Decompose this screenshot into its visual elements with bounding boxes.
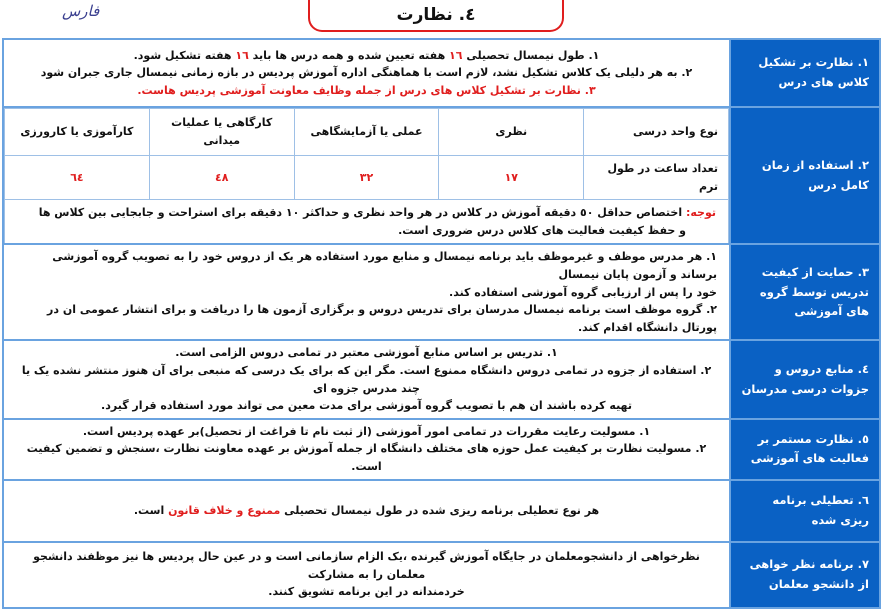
row-heading: ٢. استفاده از زمان کامل درس — [730, 107, 880, 244]
unit-type: نظری — [439, 109, 584, 156]
note-text: اختصاص حداقل ٥٠ دقیقه آموزش در کلاس در هر واحد نظری و حداکثر ١٠ دقیقه برای استراحت و جابجایی بین کلاس ها — [38, 206, 686, 220]
row-heading: ٧. برنامه نظر خواهی از دانشجو معلمان — [730, 542, 880, 608]
row-content: هر نوع تعطیلی برنامه ریزی شده در طول نیمسال تحصیلی ممنوع و خلاف قانون است. — [3, 480, 730, 542]
unit-type: عملی یا آزمایشگاهی — [294, 109, 439, 156]
text-line: ١. مسولیت رعایت مقررات در تمامی امور آموزشی (از ثبت نام تا فراغت از تحصیل)بر عهده پردیس است. — [82, 424, 651, 438]
text-line: تهیه کرده باشند ان هم با تصویب گروه آموزشی برای مدت معین می تواند مورد استفاده قرار گیرد. — [101, 399, 632, 413]
hours-table — [4, 108, 729, 243]
row-heading: ٥. نظارت مستمر بر فعالیت های آموزشی — [730, 419, 880, 480]
text-line: ١. تدریس بر اساس منابع آموزشی معتبر در تمامی دروس الزامی است. — [175, 346, 558, 360]
row-content — [3, 542, 730, 608]
note-label: توجه: — [685, 206, 716, 220]
row-class-supervision — [3, 39, 880, 107]
row-heading: ٤. منابع دروس و جزوات درسی مدرسان — [730, 340, 880, 418]
unit-type-label: نوع واحد درسی — [584, 109, 729, 156]
hours-value: ٤٨ — [149, 156, 294, 200]
row-heading: ١. نظارت بر تشکیل کلاس های درس — [730, 39, 880, 107]
text-line: خود را پس از ارزیابی گروه آموزشی استفاده کند. — [449, 285, 717, 299]
row-full-time-use — [3, 107, 880, 244]
unit-type: کارگاهی یا عملیات میدانی — [149, 109, 294, 156]
row-content — [3, 244, 730, 340]
hours-value: ١٧ — [439, 156, 584, 200]
text-line: هر نوع تعطیلی برنامه ریزی شده در طول نیمسال تحصیلی — [280, 503, 600, 517]
hours-value: ٦٤ — [5, 156, 150, 200]
row-teaching-quality — [3, 244, 880, 340]
row-heading: ٣. حمایت از کیفیت تدریس توسط گروه های آموزشی — [730, 244, 880, 340]
text-line: ٢. استفاده از جزوه در تمامی دروس دانشگاه ممنوع است. مگر این که برای یک درسی که منبعی برای آن هنوز منتشر نشده یک یا چند مدرس جزوه ای — [21, 363, 712, 395]
row-content — [3, 39, 730, 107]
page-title: ٤. نظارت — [308, 0, 564, 32]
note-text: و حفظ کیفیت فعالیت های کلاس درس ضروری است. — [398, 223, 686, 237]
hours-value: ٣٢ — [294, 156, 439, 200]
unit-type: کارآموزی یا کارورزی — [5, 109, 150, 156]
logo: فارس — [62, 2, 100, 20]
text-line: نظرخواهی از دانشجومعلمان در جایگاه آموزش گیرنده ،یک الزام سازمانی است و در عین حال پردیس ها نیز موظفند دانشجو معلمان را به مشارکت — [33, 550, 700, 581]
supervision-table — [2, 38, 881, 609]
note — [5, 200, 729, 244]
hours-label: تعداد ساعت در طول ترم — [584, 156, 729, 200]
row-content — [3, 419, 730, 480]
text-line: ١. طول نیمسال تحصیلی ١٦ هفته تعیین شده و همه درس ها باید ١٦ هفته تشکیل شود. — [133, 48, 600, 62]
warning-text: ممنوع و خلاف قانون — [168, 503, 281, 517]
text-line: ٣. نظارت بر تشکیل کلاس های درس از جمله وظایف معاونت آموزشی پردیس هاست. — [137, 83, 596, 97]
row-content — [3, 340, 730, 418]
text-line: ١. هر مدرس موظف و غیرموظف باید برنامه نیمسال و منابع مورد استفاده هر یک از دروس خود را به تصویب گروه آموزشی برساند و آزمون پایان نیمسال — [52, 250, 717, 281]
row-continuous-supervision — [3, 419, 880, 480]
row-heading: ٦. تعطیلی برنامه ریزی شده — [730, 480, 880, 542]
row-content — [3, 107, 730, 244]
row-planned-closure — [3, 480, 880, 542]
row-course-resources — [3, 340, 880, 418]
text-line: ٢. به هر دلیلی یک کلاس تشکیل نشد، لازم است با هماهنگی اداره آموزش پردیس در بازه زمانی نیمسال جاری جبران شود — [40, 66, 693, 80]
row-student-feedback — [3, 542, 880, 608]
text-line: ٢. مسولیت نظارت بر کیفیت عمل حوزه های مختلف دانشگاه از جمله آموزش بر عهده معاونت نظارت ،سنجش و تضمین کیفیت است. — [26, 442, 707, 473]
text-line: ٢. گروه موظف است برنامه نیمسال مدرسان برای تدریس دروس و برگزاری آزمون ها را دریافت و برای انتشار عمومی ان در پورتال دانشگاه اقدام کند. — [47, 303, 717, 334]
text-line: خردمندانه در این برنامه تشویق کنند. — [268, 585, 465, 599]
